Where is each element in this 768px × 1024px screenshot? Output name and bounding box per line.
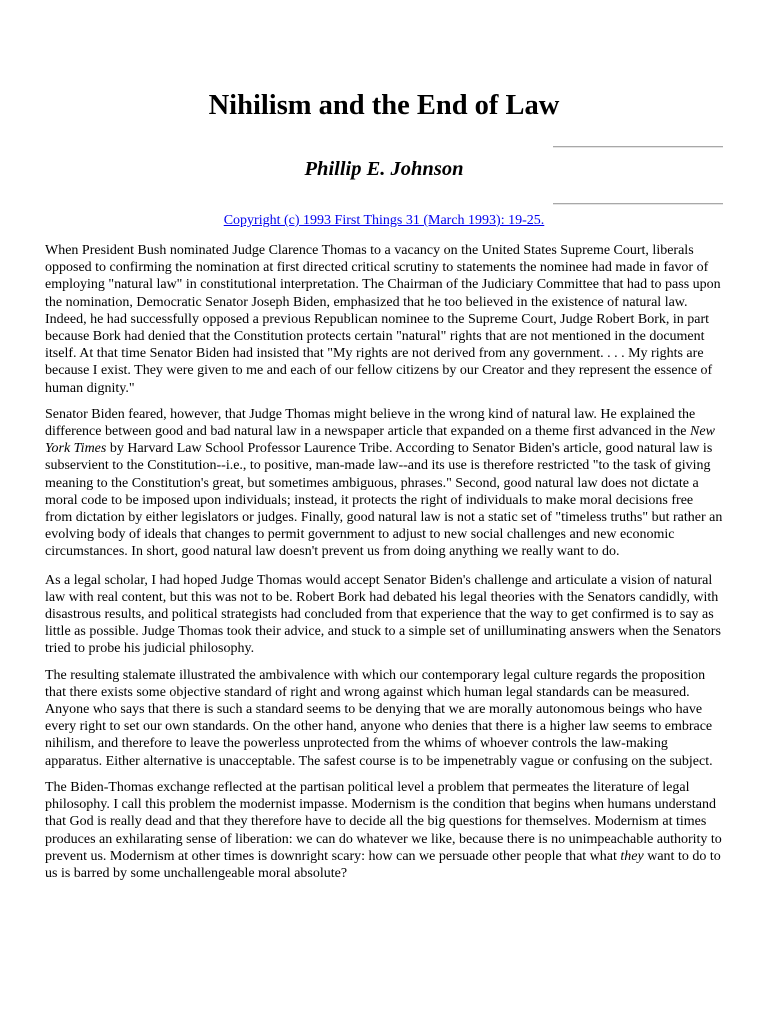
author-rule-top <box>553 146 723 148</box>
paragraph-2-part-1: Senator Biden feared, however, that Judge Thomas might believe in the wrong kind of natural law. He explained the difference between good and bad natural law in a newspaper article that expanded on a theme first advanced in the <box>45 406 696 440</box>
article-title: Nihilism and the End of Law <box>208 90 560 121</box>
paragraph-5 <box>45 779 723 882</box>
article-body <box>45 242 723 892</box>
paragraph-1: When President Bush nominated Judge Clarence Thomas to a vacancy on the United States Supreme Court, liberals opposed to confirming the nomination at first directed critical scrutiny to statements the nominee had made in favor of employing "natural law" in constitutional interpretation. The Chairman of the Judiciary Committee that had to pass upon the nomination, Democratic Senator Joseph Biden, emphasized that he too believed in the existence of natural law. Indeed, he had successfully opposed a previous Republican nominee to the Supreme Court, Judge Robert Bork, in part because Bork had denied that the Constitution protects certain "natural" rights that are not mentioned in the document itself. At that time Senator Biden had insisted that "My rights are not derived from any government. . . . My rights are because I exist. They were given to me and each of our fellow citizens by our Creator and they represent the essence of human dignity." <box>45 243 721 396</box>
paragraph-2 <box>45 406 723 561</box>
copyright-link[interactable]: Copyright (c) 1993 First Things 31 (March 1993): 19-25. <box>223 213 545 228</box>
paragraph-2-italic: New York Times <box>45 424 715 457</box>
paragraph-5-part-1: The Biden-Thomas exchange reflected at the partisan political level a problem that permeates the literature of legal philosophy. I call this problem the modernist impasse. Modernism is the condition that begins when humans understand that God is really dead and that they therefore have to decide all the big questions for themselves. Modernism at times produces an exhilarating sense of liberation: we can do whatever we like, because there is no unimpeachable authority to prevent us. Modernism at other times is downright scary: how can we persuade other people that what <box>45 779 722 864</box>
paragraph-5-part-2: want to do to us is barred by some unchallengeable moral absolute? <box>45 848 721 881</box>
paragraph-2-part-2: by Harvard Law School Professor Laurence Tribe. According to Senator Biden's article, good natural law is subservient to the Constitution--i.e., to positive, man-made law--and its use is therefore restricted "to the task of giving meaning to the Constitution's great, but sometimes ambiguous, phrases." Second, good natural law does not dictate a moral code to be imposed upon individuals; instead, it protects the right of individuals to make moral decisions free from dictation by either legislators or judges. Finally, good natural law is not a static set of "timeless truths" but rather an evolving body of ideals that changes to permit government to adjust to new social challenges and new economic circumstances. In short, good natural law doesn't prevent us from doing anything we really want to do. <box>45 441 723 560</box>
copyright-line <box>45 212 723 230</box>
paragraph-5-italic: they <box>620 848 644 864</box>
author-rule-bottom <box>553 203 723 205</box>
article-author: Phillip E. Johnson <box>304 158 464 180</box>
paragraph-4: The resulting stalemate illustrated the ambivalence with which our contemporary legal culture regards the proposition that there exists some objective standard of right and wrong against which human legal standards can be measured. Anyone who says that there is such a standard seems to be denying that we are morally autonomous beings who have every right to set our own standards. On the other hand, anyone who denies that there is a higher law seems to embrace nihilism, and therefore to leave the powerless unprotected from the whims of whoever controls the law-making apparatus. Either alternative is unacceptable. The safest course is to be impenetrably vague or confusing on the subject. <box>45 667 713 769</box>
paragraph-3: As a legal scholar, I had hoped Judge Thomas would accept Senator Biden's challenge and articulate a vision of natural law with real content, but this was not to be. Robert Bork had debated his legal theories with the Senators candidly, with disastrous results, and political strategists had concluded from that experience that the way to get confirmed is to say as little as possible. Judge Thomas took their advice, and stuck to a simple set of unilluminating answers when the Senators tried to probe his judicial philosophy. <box>45 572 721 657</box>
